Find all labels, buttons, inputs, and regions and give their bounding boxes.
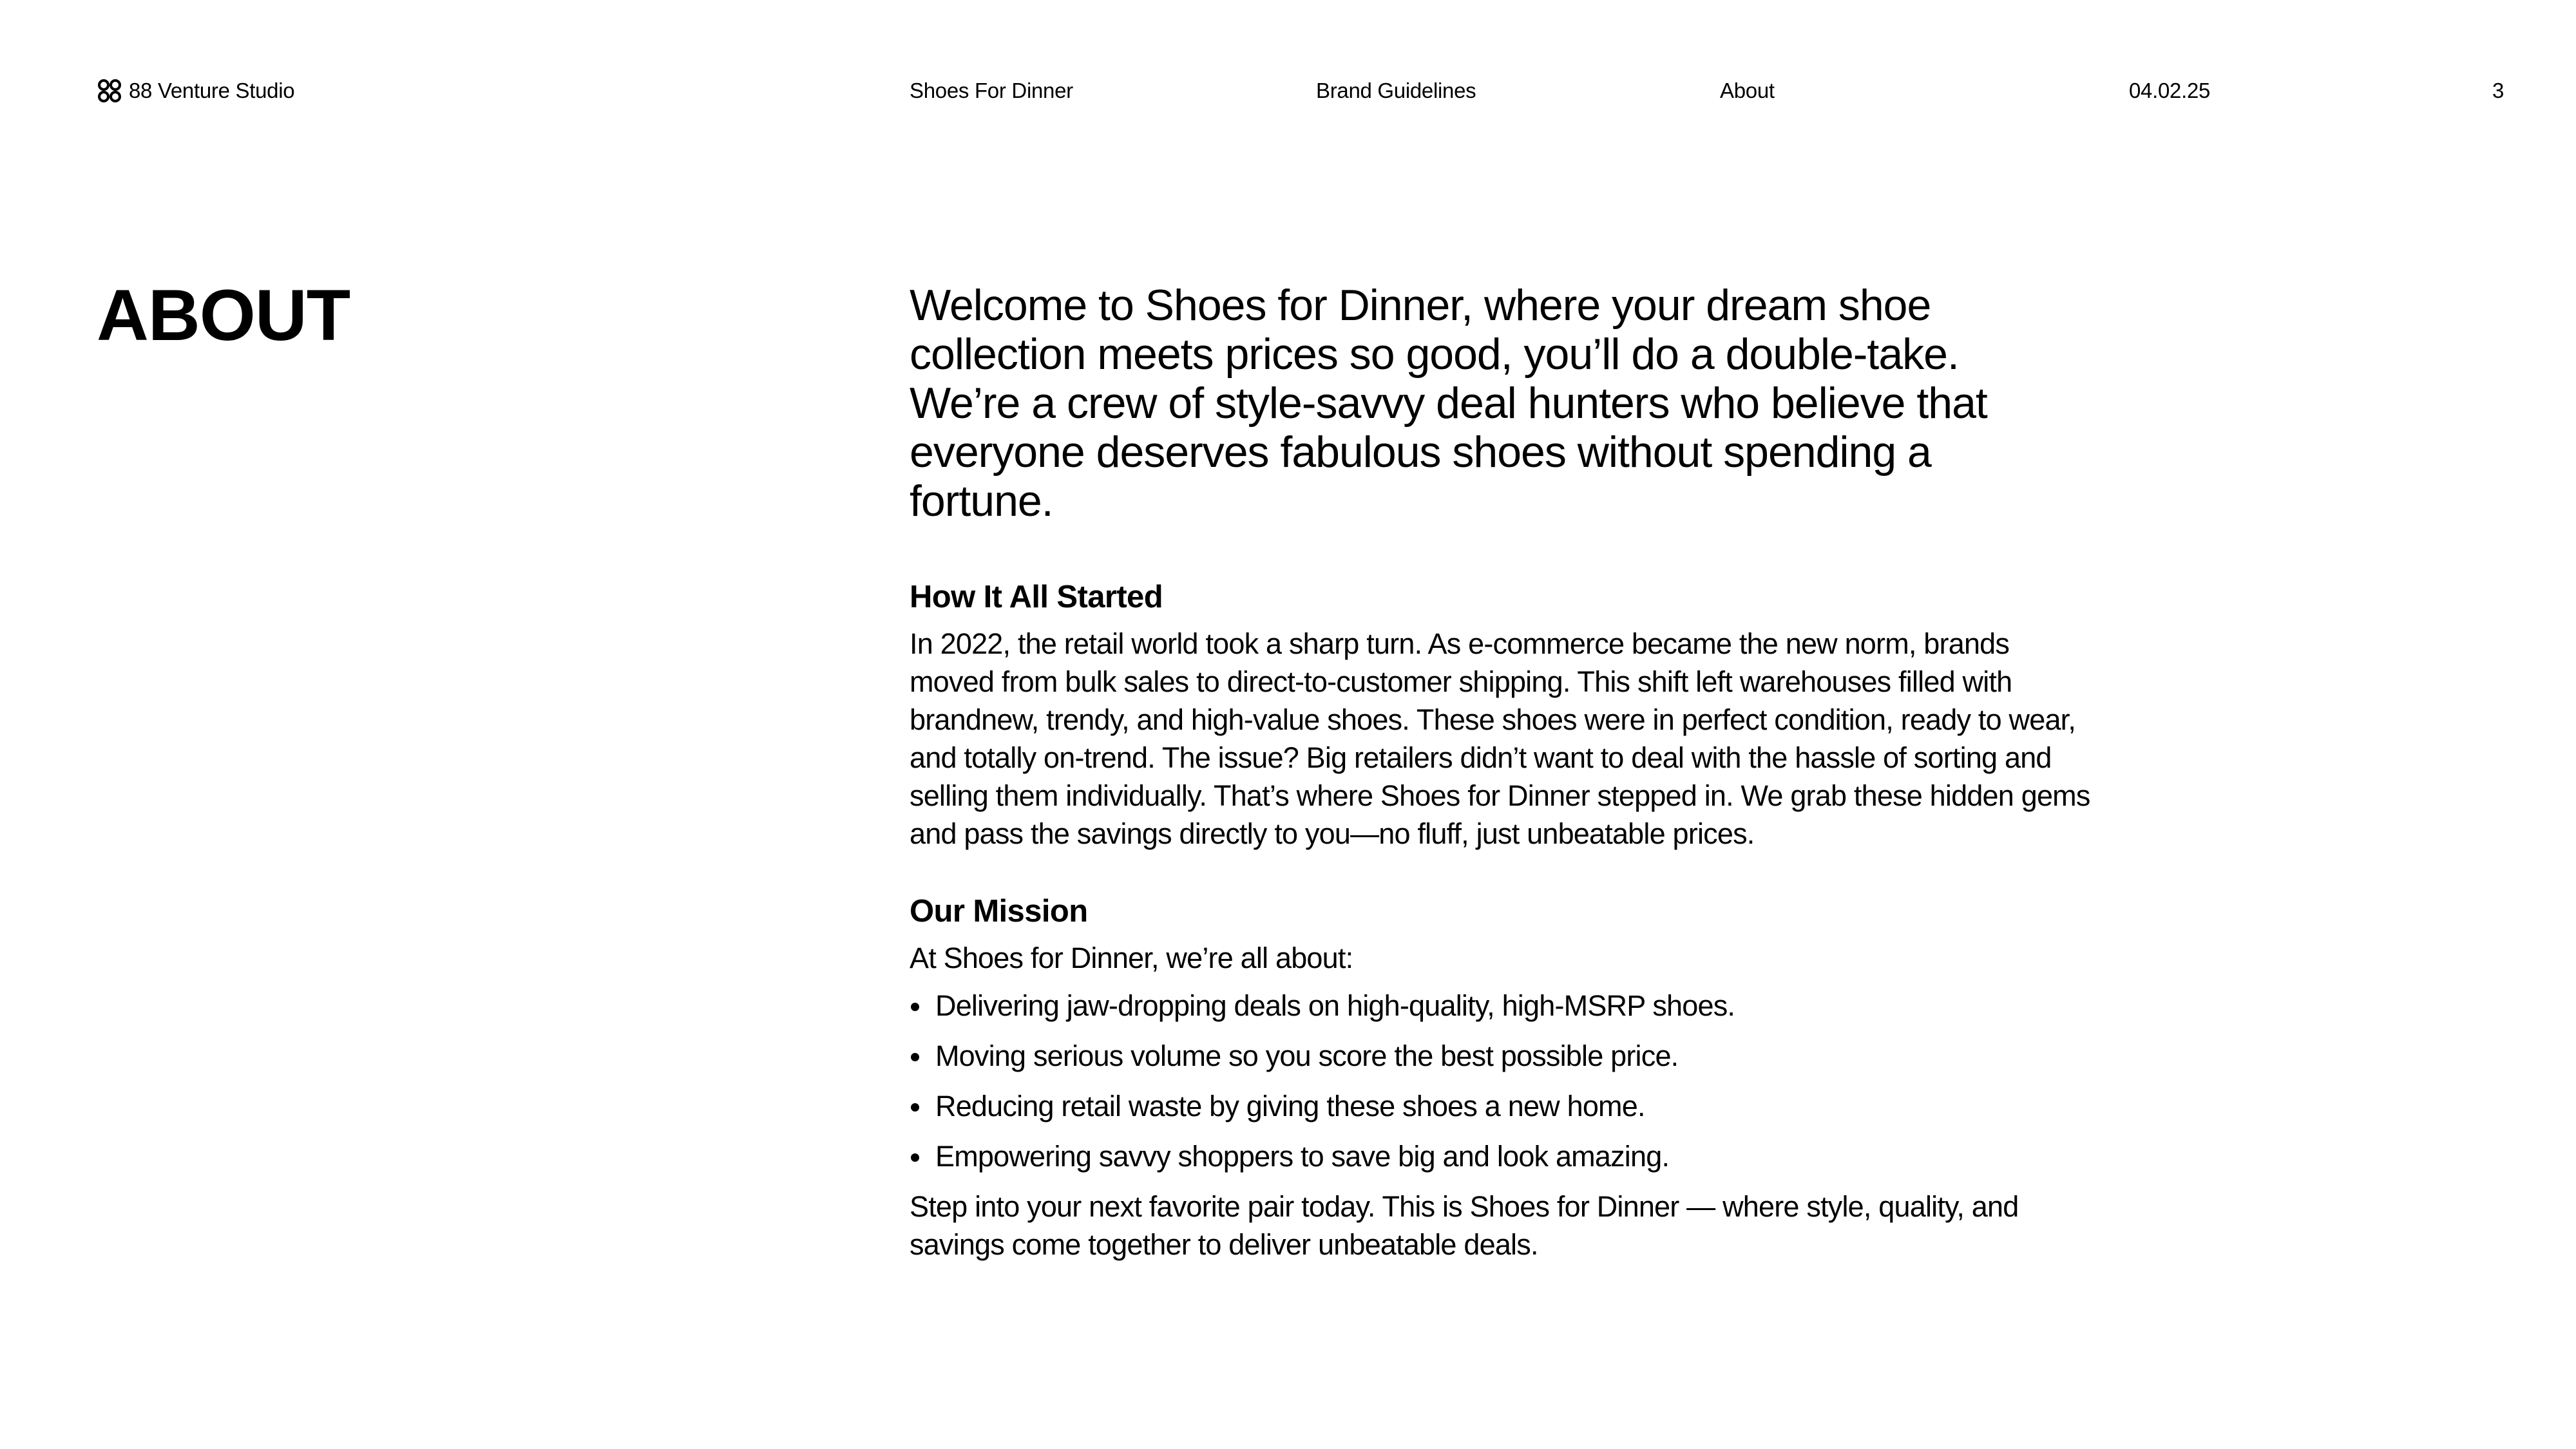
section-name: About xyxy=(1720,79,1775,102)
about-content xyxy=(910,281,2108,1264)
document-title: Brand Guidelines xyxy=(1316,79,1476,102)
mission-item xyxy=(910,1037,2108,1075)
studio-name: 88 Venture Studio xyxy=(129,79,295,102)
page-header xyxy=(0,76,2576,106)
mission-list xyxy=(910,987,2108,1175)
page-title: ABOUT xyxy=(97,275,350,355)
mission-lead: At Shoes for Dinner, we’re all about: xyxy=(910,942,1353,974)
bullet-icon xyxy=(911,1103,919,1112)
how-it-started-body: In 2022, the retail world took a sharp turn. As e-commerce became the new norm, brands moved from bulk sales to direct-to-customer shipping. This shift left warehouses filled with brandnew, trendy, and high-value shoes. These shoes were in perfect condition, ready to wear, and totally on-trend. The issue? Big retailers didn’t want to deal with the hassle of sorting and selling them individually. That’s where Shoes for Dinner stepped in. We grab these hidden gems and pass the savings directly to you—no fluff, just unbeatable prices. xyxy=(910,627,2090,850)
mission-item-text: Empowering savvy shoppers to save big and look amazing. xyxy=(935,1140,1670,1173)
mission-item xyxy=(910,987,2108,1025)
mission-item-text: Reducing retail waste by giving these shoes a new home. xyxy=(935,1090,1645,1122)
mission-closing: Step into your next favorite pair today. This is Shoes for Dinner — where style, quality, and savings come together to deliver unbeatable deals. xyxy=(910,1190,2019,1261)
mission-item-text: Delivering jaw-dropping deals on high-quality, high-MSRP shoes. xyxy=(935,989,1735,1022)
bullet-icon xyxy=(911,1003,919,1011)
mission-heading: Our Mission xyxy=(910,894,1088,929)
project-name: Shoes For Dinner xyxy=(910,79,1073,102)
studio-brand xyxy=(97,76,294,106)
intro-paragraph: Welcome to Shoes for Dinner, where your dream shoe collection meets prices so good, you’ll do a double-take. We’re a crew of style-savvy deal hunters who believe that everyone deserves fabulous shoes without spending a fortune. xyxy=(910,281,1987,526)
how-it-started-heading: How It All Started xyxy=(910,580,1163,614)
bullet-icon xyxy=(911,1053,919,1061)
page-number: 3 xyxy=(2492,79,2504,102)
document-date: 04.02.25 xyxy=(2129,79,2211,102)
88-logo-icon xyxy=(97,78,122,104)
mission-item xyxy=(910,1087,2108,1125)
mission-item xyxy=(910,1137,2108,1175)
bullet-icon xyxy=(911,1153,919,1162)
mission-item-text: Moving serious volume so you score the best possible price. xyxy=(935,1039,1679,1072)
